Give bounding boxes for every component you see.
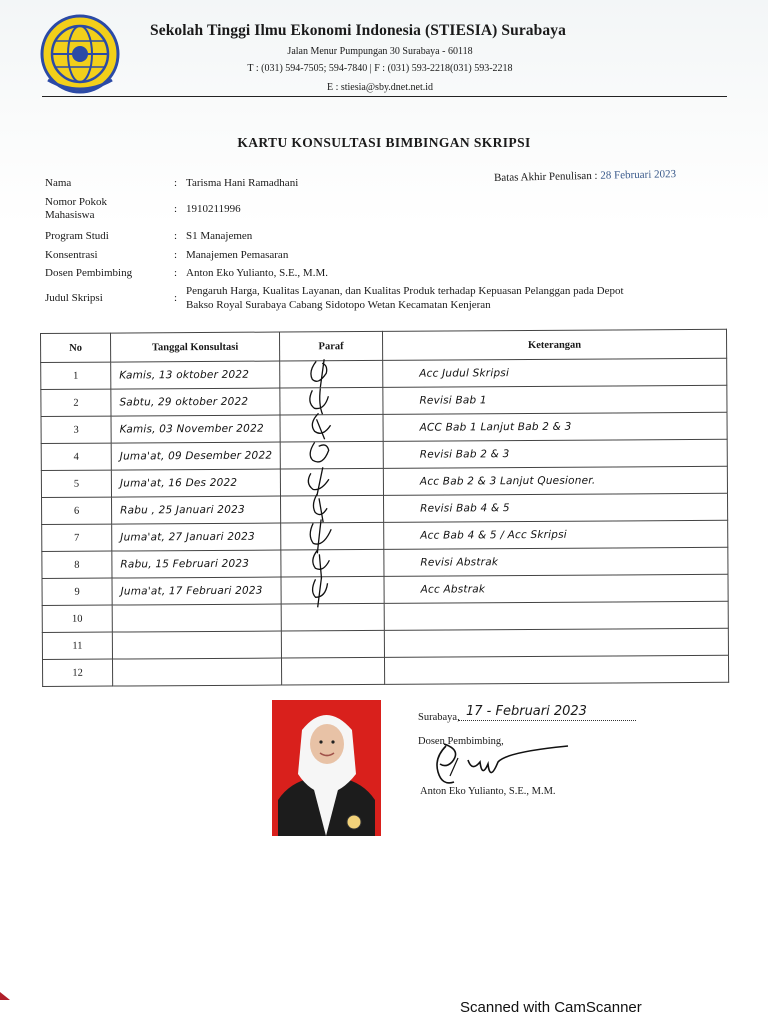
table-row [41, 439, 727, 470]
student-photo [272, 700, 381, 836]
row-tanggal: Rabu, 15 Februari 2023 [112, 550, 281, 578]
colon: : [174, 203, 178, 215]
row-keterangan: Acc Abstrak [384, 574, 728, 603]
row-tanggal: Kamis, 03 November 2022 [111, 415, 280, 443]
npm-value: 1910211996 [186, 203, 241, 215]
nama-value: Tarisma Hani Ramadhani [186, 177, 299, 189]
row-no: 12 [42, 659, 112, 686]
colon: : [174, 249, 178, 261]
judul-value-line2: Bakso Royal Surabaya Cabang Sidotopo Wetan Kecamatan Kenjeran [186, 299, 491, 311]
row-keterangan: Acc Judul Skripsi [383, 358, 727, 387]
table-row [41, 466, 727, 497]
signature-date-line [458, 720, 636, 721]
dosen-label: Dosen Pembimbing [45, 267, 133, 279]
colon: : [174, 230, 178, 242]
row-keterangan: Revisi Bab 1 [383, 385, 727, 414]
row-tanggal: Kamis, 13 oktober 2022 [111, 361, 280, 389]
row-paraf [281, 657, 384, 685]
konsentrasi-label: Konsentrasi [45, 249, 98, 261]
judul-label: Judul Skripsi [45, 292, 103, 304]
row-tanggal: Juma'at, 17 Februari 2023 [112, 577, 281, 605]
row-no: 7 [42, 524, 112, 551]
institution-address: Jalan Menur Pumpungan 30 Surabaya - 60118 [287, 46, 473, 57]
konsentrasi-value: Manajemen Pemasaran [186, 249, 289, 261]
row-keterangan: Acc Bab 2 & 3 Lanjut Quesioner. [383, 466, 727, 495]
institution-email: E : stiesia@sby.dnet.net.id [326, 82, 434, 93]
institution-name: Sekolah Tinggi Ilmu Ekonomi Indonesia (STIESIA) Surabaya [150, 22, 566, 39]
signature-date: 17 - Februari 2023 [466, 704, 587, 719]
table-row [42, 655, 728, 686]
row-paraf [281, 603, 384, 631]
row-keterangan: ACC Bab 1 Lanjut Bab 2 & 3 [383, 412, 727, 441]
row-tanggal: Juma'at, 16 Des 2022 [111, 469, 280, 497]
row-keterangan [384, 655, 728, 684]
row-no: 10 [42, 605, 112, 632]
document-title: KARTU KONSULTASI BIMBINGAN SKRIPSI [237, 135, 531, 150]
table-row [42, 520, 728, 551]
colon: : [174, 292, 178, 304]
row-keterangan: Revisi Bab 2 & 3 [383, 439, 727, 468]
prodi-value: S1 Manajemen [186, 230, 253, 242]
row-no: 3 [41, 416, 111, 443]
supervisor-name: Anton Eko Yulianto, S.E., M.M. [420, 786, 556, 797]
row-tanggal: Sabtu, 29 oktober 2022 [111, 388, 280, 416]
scan-corner-mark [0, 992, 10, 1000]
supervisor-signature-icon [428, 738, 578, 790]
table-header-row [41, 329, 727, 362]
deadline-label: Batas Akhir Penulisan : [493, 169, 598, 184]
colon: : [174, 177, 178, 189]
row-keterangan: Revisi Abstrak [384, 547, 728, 576]
row-keterangan [384, 628, 728, 657]
camscanner-watermark: Scanned with CamScanner [460, 999, 642, 1016]
row-no: 1 [41, 362, 111, 389]
header-divider [42, 96, 727, 97]
row-tanggal [112, 604, 281, 632]
npm-label-line1: Nomor Pokok [45, 196, 108, 208]
row-keterangan: Acc Bab 4 & 5 / Acc Skripsi [384, 520, 728, 549]
row-no: 2 [41, 389, 111, 416]
row-no: 6 [42, 497, 112, 524]
stiesia-logo-icon [40, 14, 120, 94]
row-tanggal [112, 658, 281, 686]
table-row [41, 358, 727, 389]
row-no: 5 [41, 470, 111, 497]
table-row [42, 628, 728, 659]
row-keterangan: Revisi Bab 4 & 5 [383, 493, 727, 522]
deadline-value: 28 Februari 2023 [600, 168, 677, 182]
prodi-label: Program Studi [45, 230, 109, 242]
signature-place: Surabaya, [418, 712, 460, 723]
row-paraf [281, 630, 384, 658]
nama-label: Nama [45, 177, 72, 189]
row-tanggal: Rabu , 25 Januari 2023 [112, 496, 281, 524]
row-keterangan [384, 601, 728, 630]
header-keterangan: Keterangan [382, 329, 726, 360]
row-tanggal: Juma'at, 09 Desember 2022 [111, 442, 280, 470]
npm-label-line2: Mahasiswa [45, 209, 95, 221]
table-row [42, 547, 728, 578]
row-no: 9 [42, 578, 112, 605]
table-row [42, 574, 728, 605]
row-no: 4 [41, 443, 111, 470]
table-row [42, 601, 728, 632]
colon: : [174, 267, 178, 279]
row-tanggal: Juma'at, 27 Januari 2023 [112, 523, 281, 551]
judul-value-line1: Pengaruh Harga, Kualitas Layanan, dan Kualitas Produk terhadap Kepuasan Pelanggan pada Depot [186, 285, 624, 297]
dosen-value: Anton Eko Yulianto, S.E., M.M. [186, 267, 328, 279]
row-no: 8 [42, 551, 112, 578]
header-tanggal: Tanggal Konsultasi [111, 332, 280, 362]
consultation-table [40, 329, 726, 689]
table-row [41, 385, 727, 416]
header-paraf: Paraf [279, 331, 382, 361]
table-row [41, 412, 727, 443]
row-no: 11 [42, 632, 112, 659]
signature-role: Dosen Pembimbing, [418, 736, 504, 747]
table-row [42, 493, 728, 524]
table-body [41, 358, 729, 686]
row-paraf [281, 576, 384, 604]
institution-phone: T : (031) 594-7505; 594-7840 | F : (031) 593-2218(031) 593-2218 [247, 63, 513, 74]
row-tanggal [112, 631, 281, 659]
header-no: No [41, 333, 111, 362]
